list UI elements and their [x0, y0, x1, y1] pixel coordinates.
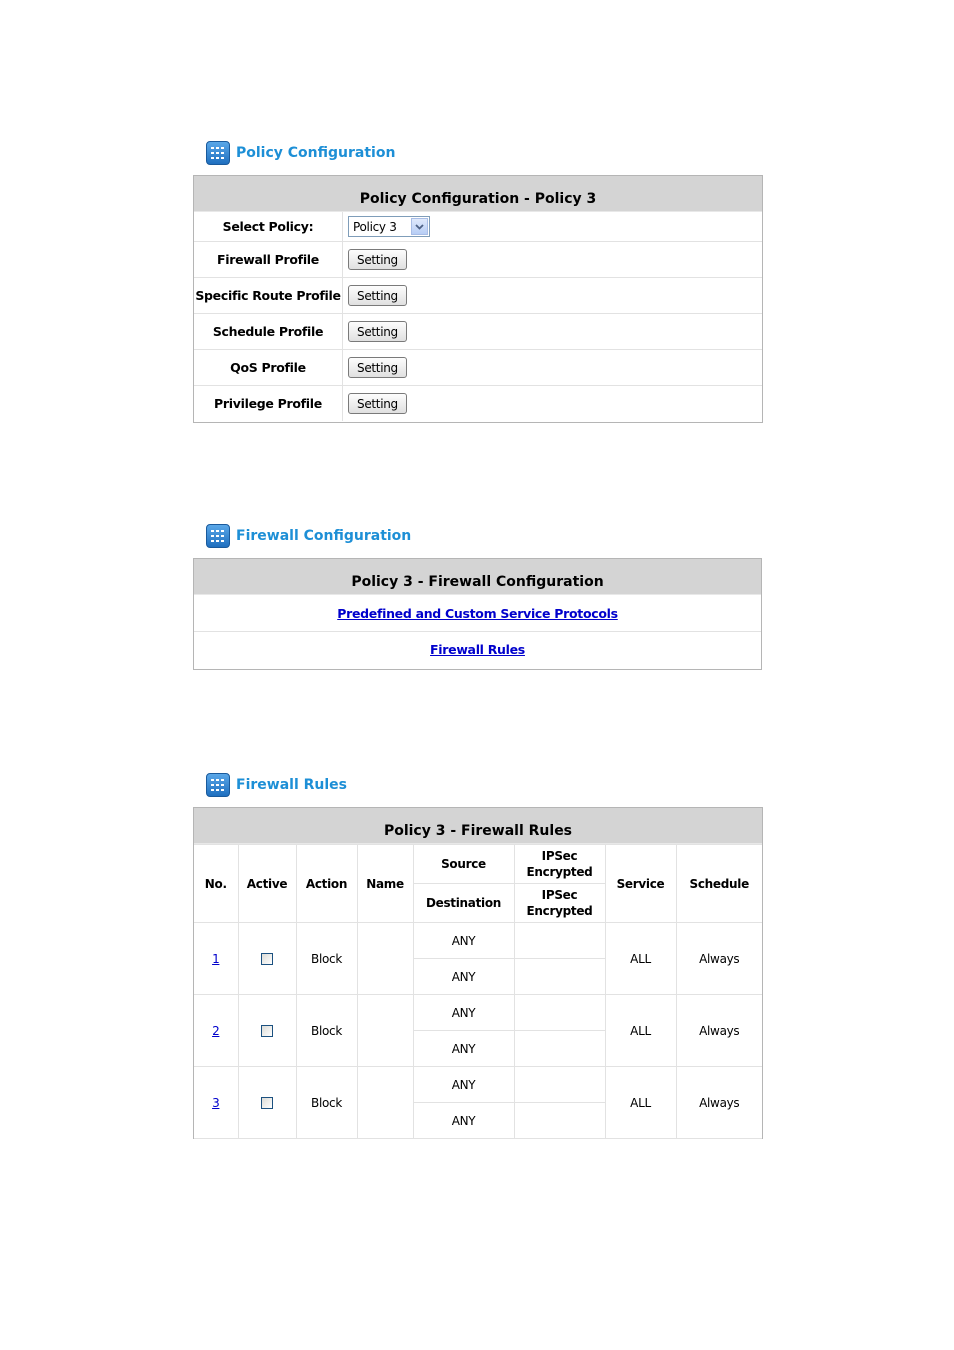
- firewall-rules-panel: [193, 807, 763, 1139]
- rule-destination-ipsec-cell: [514, 1103, 605, 1139]
- row-label: Specific Route Profile: [194, 278, 343, 313]
- grid-icon: [206, 524, 230, 548]
- rule-service-cell: ALL: [605, 995, 676, 1067]
- rule-number-link[interactable]: 3: [212, 1095, 220, 1110]
- rule-service-cell: ALL: [605, 923, 676, 995]
- rule-no-cell: [194, 923, 238, 995]
- grid-icon: [206, 773, 230, 797]
- panel-header: Policy Configuration - Policy 3: [194, 176, 762, 212]
- firewall-configuration-panel: [193, 558, 762, 670]
- rule-source-ipsec-cell: [514, 923, 605, 959]
- rule-destination-ipsec-cell: [514, 1031, 605, 1067]
- policy-select-value: Policy 3: [353, 219, 397, 234]
- table-row: [194, 1067, 762, 1103]
- privilege-profile-setting-button[interactable]: Setting: [348, 393, 407, 414]
- rule-source-ipsec-cell: [514, 1067, 605, 1103]
- active-checkbox[interactable]: [261, 1097, 273, 1109]
- row-label: QoS Profile: [194, 350, 343, 385]
- col-header-destination-ipsec: IPSec Encrypted: [514, 884, 605, 923]
- table-row: [194, 923, 762, 959]
- link-row: [194, 631, 761, 667]
- section-title: Firewall Configuration: [236, 528, 412, 544]
- rule-source-cell: ANY: [413, 923, 514, 959]
- policy-configuration-heading: [206, 140, 395, 166]
- row-label: Privilege Profile: [194, 386, 343, 421]
- select-policy-label: Select Policy:: [194, 212, 343, 241]
- rule-action-cell: Block: [296, 995, 357, 1067]
- col-header-active: Active: [238, 845, 296, 923]
- specific-route-profile-row: [194, 277, 762, 313]
- rule-action-cell: Block: [296, 1067, 357, 1139]
- firewall-profile-row: [194, 241, 762, 277]
- row-label: Firewall Profile: [194, 242, 343, 277]
- rule-source-cell: ANY: [413, 995, 514, 1031]
- rule-no-cell: [194, 1067, 238, 1139]
- panel-header: Policy 3 - Firewall Configuration: [194, 559, 761, 595]
- rule-action-cell: Block: [296, 923, 357, 995]
- rule-schedule-cell: Always: [676, 923, 762, 995]
- chevron-down-icon[interactable]: [411, 218, 428, 235]
- firewall-rules-link[interactable]: Firewall Rules: [430, 642, 525, 657]
- rule-schedule-cell: Always: [676, 995, 762, 1067]
- rule-active-cell: [238, 995, 296, 1067]
- rule-number-link[interactable]: 2: [212, 1023, 220, 1038]
- rule-source-ipsec-cell: [514, 995, 605, 1031]
- policy-configuration-panel: [193, 175, 763, 423]
- qos-profile-row: [194, 349, 762, 385]
- grid-icon: [206, 141, 230, 165]
- rule-number-link[interactable]: 1: [212, 951, 220, 966]
- table-row: [194, 995, 762, 1031]
- panel-header: Policy 3 - Firewall Rules: [194, 808, 762, 844]
- schedule-profile-row: [194, 313, 762, 349]
- rule-active-cell: [238, 923, 296, 995]
- section-title: Firewall Rules: [236, 777, 347, 793]
- rule-name-cell: [357, 995, 413, 1067]
- firewall-profile-setting-button[interactable]: Setting: [348, 249, 407, 270]
- rule-name-cell: [357, 1067, 413, 1139]
- col-header-service: Service: [605, 845, 676, 923]
- rule-service-cell: ALL: [605, 1067, 676, 1139]
- rule-source-cell: ANY: [413, 1067, 514, 1103]
- row-label: Schedule Profile: [194, 314, 343, 349]
- qos-profile-setting-button[interactable]: Setting: [348, 357, 407, 378]
- privilege-profile-row: [194, 385, 762, 421]
- col-header-schedule: Schedule: [676, 845, 762, 923]
- rule-destination-cell: ANY: [413, 1031, 514, 1067]
- rule-name-cell: [357, 923, 413, 995]
- specific-route-profile-setting-button[interactable]: Setting: [348, 285, 407, 306]
- active-checkbox[interactable]: [261, 953, 273, 965]
- col-header-action: Action: [296, 845, 357, 923]
- policy-select[interactable]: [348, 216, 430, 237]
- col-header-source: Source: [413, 845, 514, 884]
- select-policy-row: [194, 212, 762, 241]
- active-checkbox[interactable]: [261, 1025, 273, 1037]
- header-row: [194, 845, 762, 884]
- rule-active-cell: [238, 1067, 296, 1139]
- col-header-destination: Destination: [413, 884, 514, 923]
- rule-schedule-cell: Always: [676, 1067, 762, 1139]
- section-title: Policy Configuration: [236, 145, 396, 161]
- firewall-rules-heading: [206, 772, 347, 798]
- service-protocols-link[interactable]: Predefined and Custom Service Protocols: [337, 605, 618, 621]
- firewall-configuration-heading: [206, 523, 411, 549]
- rule-destination-ipsec-cell: [514, 959, 605, 995]
- rule-destination-cell: ANY: [413, 1103, 514, 1139]
- firewall-rules-table: [194, 844, 762, 1139]
- schedule-profile-setting-button[interactable]: Setting: [348, 321, 407, 342]
- col-header-no: No.: [194, 845, 238, 923]
- col-header-name: Name: [357, 845, 413, 923]
- rule-destination-cell: ANY: [413, 959, 514, 995]
- col-header-source-ipsec: IPSec Encrypted: [514, 845, 605, 884]
- rule-no-cell: [194, 995, 238, 1067]
- link-row: [194, 595, 761, 631]
